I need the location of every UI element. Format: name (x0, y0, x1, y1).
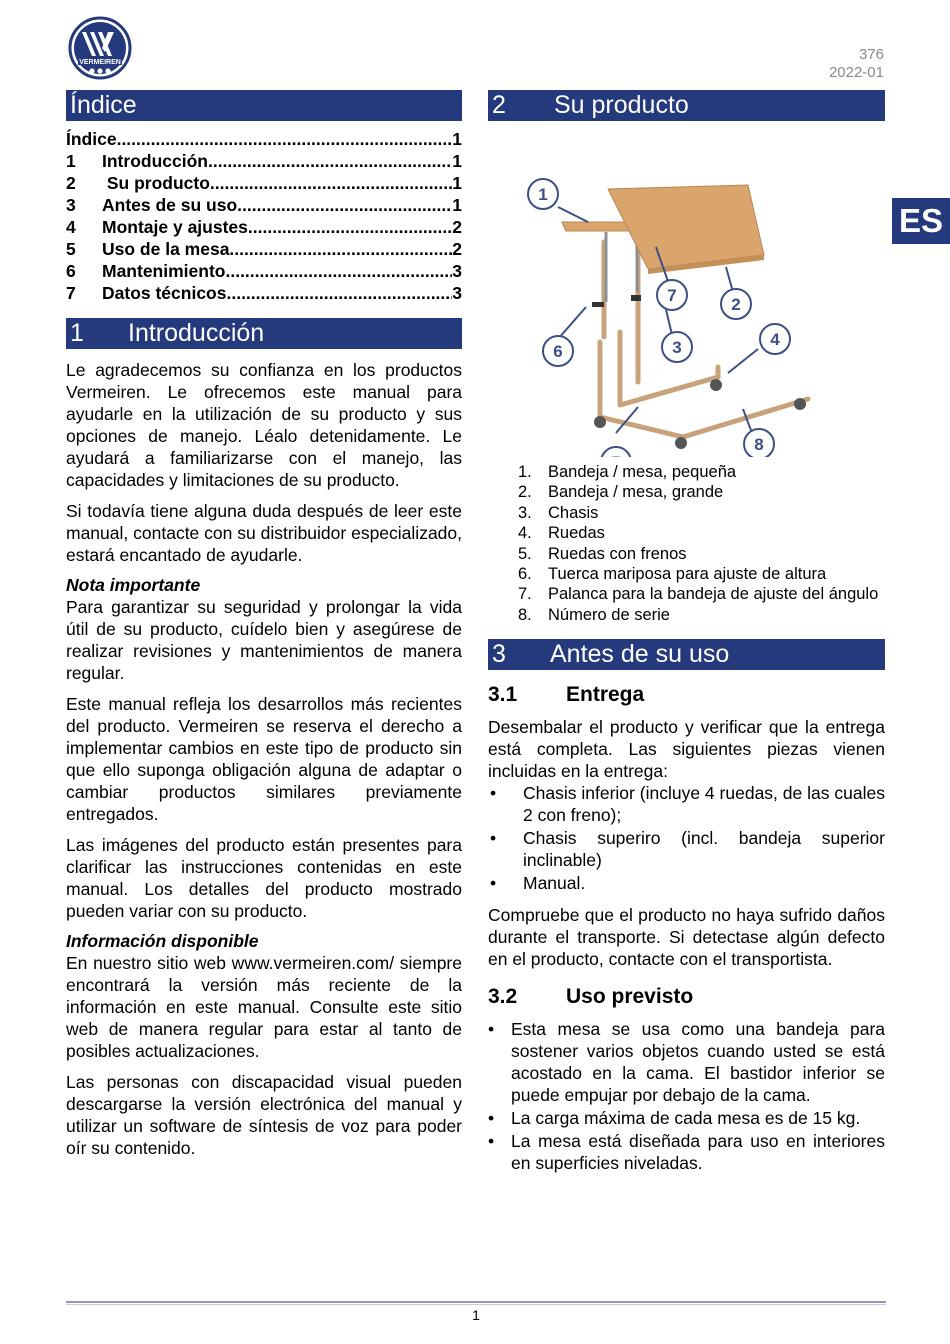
parts-list (488, 462, 885, 625)
toc-entry-number: 4 (66, 217, 76, 237)
intro-paragraph: Le agradecemos su confianza en los productos Vermeiren. Le ofrecemos este manual para ayudarle en la utilización de su producto y sus opciones de manejo. Léalo detenidamente. Le ayudará a familiarizarse con el manejo, las capacidades y limitaciones de su producto. (66, 360, 462, 490)
svg-text:5 (611, 453, 620, 457)
product-figure (488, 127, 885, 457)
intended-use-list (488, 1018, 885, 1174)
toc-entry-number: 6 (66, 261, 76, 281)
section-heading-before-use (488, 639, 885, 670)
toc-entry-page: 3 (452, 283, 462, 303)
section-title: Introducción (128, 319, 265, 347)
toc-entry-page: 1 (452, 173, 462, 193)
section-title: Antes de su uso (550, 640, 730, 669)
list-item: • La mesa está diseñada para uso en interiores en superficies niveladas. (488, 1131, 885, 1174)
svg-text:2: 2 (731, 295, 741, 314)
list-item: • La carga máxima de cada mesa es de 15 kg. (488, 1108, 861, 1129)
toc-dots (226, 282, 452, 304)
svg-text:6: 6 (553, 342, 563, 361)
bullet-icon: • (490, 828, 497, 849)
toc-entry[interactable] (66, 238, 462, 260)
toc-entry-number: 7 (66, 283, 76, 303)
toc-title: Índice (70, 91, 137, 119)
subsection-title: Uso previsto (566, 985, 694, 1009)
callout-4 (760, 324, 790, 354)
parts-list-item: 3. Chasis (518, 503, 599, 522)
toc-entry-label: Mantenimiento (102, 261, 226, 281)
bullet-icon: • (490, 783, 497, 804)
parts-list-item: 2. Bandeja / mesa, grande (518, 483, 724, 502)
toc-entry-label: Datos técnicos (102, 283, 227, 303)
document-meta (829, 46, 884, 82)
subsection-number: 3.2 (488, 985, 518, 1009)
toc-entry-label: Montaje y ajustes (102, 217, 248, 237)
toc-entry-page: 3 (452, 261, 462, 281)
toc-entry-number: 3 (66, 195, 76, 215)
right-column (488, 90, 885, 1175)
toc-entry[interactable] (66, 282, 462, 304)
toc-entry-page: 2 (452, 217, 462, 237)
toc-entry-page: 1 (452, 129, 462, 149)
subsection-heading-intended-use (488, 984, 885, 1010)
svg-text:4: 4 (770, 330, 780, 349)
callout-1 (528, 179, 558, 209)
subsection-number: 3.1 (488, 683, 518, 707)
intro-paragraph: Las personas con discapacidad visual pueden descargarse la versión electrónica del manual y utilizar un software de síntesis de voz para poder oír su contenido. (66, 1072, 462, 1158)
toc-entry-label: Introducción (102, 151, 208, 171)
callout-6 (543, 336, 573, 366)
toc-entry-label: Antes de su uso (102, 195, 238, 215)
list-item: • Chasis inferior (incluye 4 ruedas, de las cuales 2 con freno); (490, 783, 885, 826)
list-item: • Esta mesa se usa como una bandeja para sostener varios objetos cuando usted se está acostado en la cama. El bastidor inferior se puede empujar por debajo de la cama. (488, 1019, 885, 1106)
toc-entry-label: Uso de la mesa (102, 239, 230, 259)
parts-list-item: 1. Bandeja / mesa, pequeña (518, 463, 737, 481)
vermeiren-logo (68, 16, 132, 80)
footer-divider (66, 1304, 886, 1305)
intro-paragraph: Las imágenes del producto están presentes para clarificar las instrucciones contenidas en este manual. Los detalles del producto mostrado pueden variar con su producto. (66, 835, 462, 921)
toc-dots (248, 216, 452, 238)
list-item: • Chasis superiro (incl. bandeja superior inclinable) (490, 828, 885, 871)
toc-dots (208, 150, 452, 172)
toc-entry[interactable] (66, 194, 462, 216)
toc-dots (237, 194, 452, 216)
toc-entry-page: 2 (452, 239, 462, 259)
toc-entry-label: Su producto (102, 173, 210, 193)
toc-entry-number: 1 (66, 151, 76, 171)
toc-heading (66, 90, 462, 121)
toc-dots (225, 260, 452, 282)
table-of-contents (66, 128, 462, 304)
toc-entry-number: 2 (66, 173, 76, 193)
bullet-icon: • (488, 1019, 495, 1040)
logo-wordmark: VERMEIREN (79, 59, 121, 66)
callout-2 (721, 289, 751, 319)
overbed-table-illustration (488, 127, 885, 457)
callout-3 (662, 332, 692, 362)
intro-paragraph: Para garantizar su seguridad y prolongar la vida útil de su producto, cuídelo bien y asegúrese de realizar revisiones y mantenimientos de manera regular. (66, 597, 462, 683)
delivery-intro: Desembalar el producto y verificar que la entrega está completa. Las siguientes piezas vienen incluidas en la entrega: (488, 717, 885, 782)
info-heading: Información disponible (66, 931, 259, 951)
toc-entry-label: Índice (66, 129, 117, 149)
toc-entry-page: 1 (452, 195, 462, 215)
section-number: 1 (70, 319, 84, 347)
parts-list-item: 8. Número de serie (518, 605, 670, 624)
svg-text:8: 8 (754, 435, 764, 454)
bullet-icon: • (488, 1108, 495, 1129)
document-code: 376 (858, 46, 884, 63)
delivery-list (488, 782, 885, 894)
left-column (66, 90, 462, 1159)
parts-list-item: 5. Ruedas con frenos (518, 544, 687, 563)
callout-8 (744, 429, 774, 457)
section-number: 2 (492, 91, 506, 119)
document-date: 2022-01 (828, 64, 884, 81)
toc-dots (117, 128, 453, 150)
list-item: • Manual. (490, 873, 586, 894)
subsection-heading-delivery (488, 682, 885, 708)
note-heading: Nota importante (66, 575, 201, 595)
toc-entry-number: 5 (66, 239, 76, 259)
bullet-icon: • (488, 1131, 495, 1152)
parts-list-item: 7. Palanca para la bandeja de ajuste del ángulo (518, 585, 879, 604)
toc-entry[interactable] (66, 260, 462, 282)
toc-entry[interactable] (66, 150, 462, 172)
toc-entry-page: 1 (452, 151, 462, 171)
bullet-icon: • (490, 873, 497, 894)
callout-5 (601, 447, 631, 457)
subsection-title: Entrega (566, 683, 645, 707)
toc-entry[interactable] (66, 172, 462, 194)
svg-text:1: 1 (538, 185, 548, 204)
intro-paragraph: En nuestro sitio web www.vermeiren.com/ siempre encontrará la versión más reciente de la información en este manual. Consulte este sitio web de manera regular para estar al tanto de posibles actualizaciones. (66, 953, 462, 1061)
toc-entry[interactable] (66, 216, 462, 238)
page-number: 1 (472, 1307, 480, 1323)
callout-7 (657, 280, 687, 310)
toc-dots (229, 238, 452, 260)
svg-text:3: 3 (672, 338, 682, 357)
section-heading-product (488, 90, 885, 121)
footer-divider (66, 1301, 886, 1303)
toc-dots (210, 172, 452, 194)
section-heading-introduction (66, 318, 462, 349)
section-number: 3 (492, 640, 506, 669)
svg-text:7: 7 (667, 286, 677, 305)
language-tab: ES (892, 198, 950, 244)
toc-entry[interactable] (66, 128, 462, 150)
parts-list-item: 6. Tuerca mariposa para ajuste de altura (518, 565, 827, 584)
delivery-outro: Compruebe que el producto no haya sufrido daños durante el transporte. Si detectase algún defecto en el producto, contacte con el transportista. (488, 905, 885, 970)
section-title: Su producto (554, 91, 689, 119)
intro-paragraph: Si todavía tiene alguna duda después de leer este manual, contacte con su distribuidor especializado, estará encantado de ayudarle. (66, 501, 462, 565)
intro-paragraph: Este manual refleja los desarrollos más recientes del producto. Vermeiren se reserva el derecho a implementar cambios en este tipo de producto sin que ello suponga obligación alguna de adaptar o cambiar productos similares previamente entregados. (66, 694, 462, 824)
parts-list-item: 4. Ruedas (518, 524, 605, 543)
